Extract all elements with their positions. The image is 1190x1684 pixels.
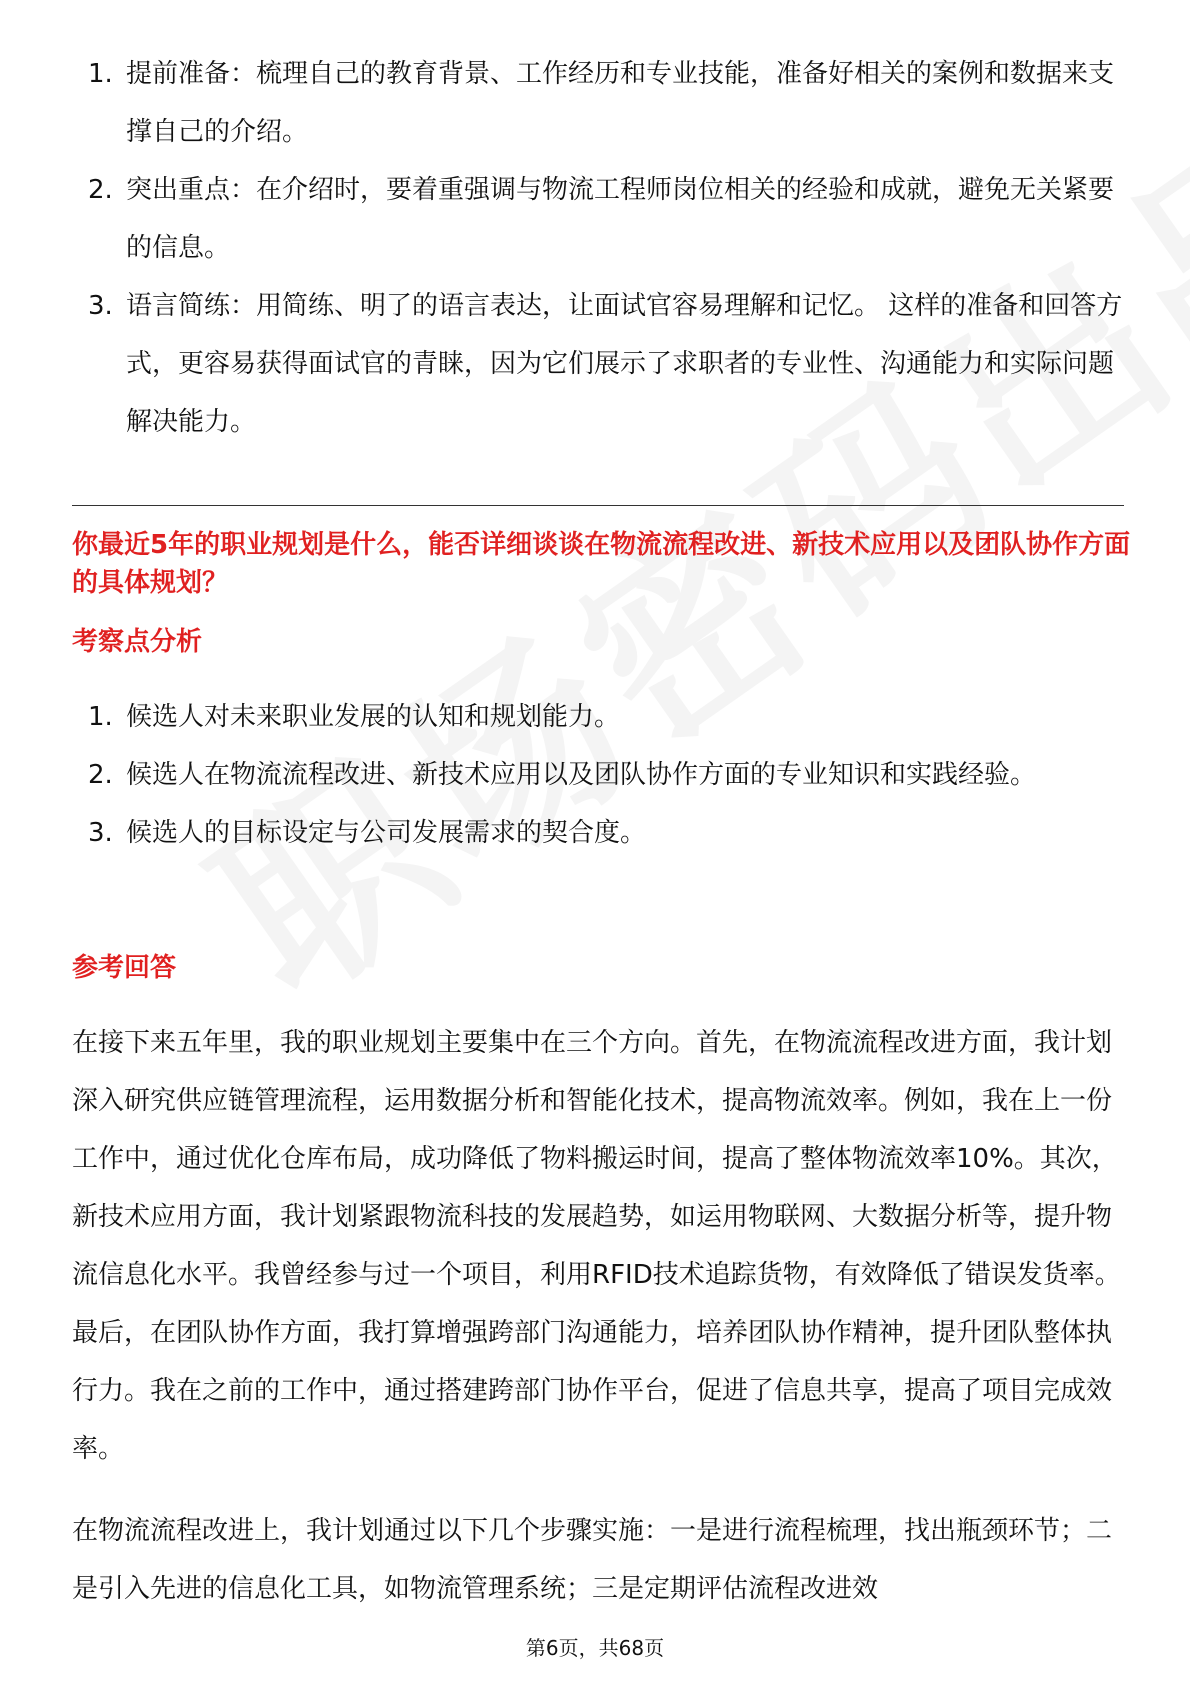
list-item-text: 提前准备：梳理自己的教育背景、工作经历和专业技能，准备好相关的案例和数据来支撑自己的介绍。 [126, 59, 1115, 147]
list-item [88, 277, 1138, 451]
analysis-title: 考察点分析 [72, 627, 203, 657]
answer-paragraph: 在接下来五年里，我的职业规划主要集中在三个方向。首先，在物流流程改进方面，我计划深入研究供应链管理流程，运用数据分析和智能化技术，提高物流效率。例如，我在上一份工作中，通过优化仓库布局，成功降低了物料搬运时间，提高了整体物流效率10%。其次，新技术应用方面，我计划紧跟物流科技的发展趋势，如运用物联网、大数据分析等，提升物流信息化水平。我曾经参与过一个项目，利用RFID技术追踪货物，有效降低了错误发货率。最后，在团队协作方面，我打算增强跨部门沟通能力，培养团队协作精神，提升团队整体执行力。我在之前的工作中，通过搭建跨部门协作平台，促进了信息共享，提高了项目完成效率。 [72, 1028, 1121, 1464]
list-item-number: 3. [88, 291, 113, 321]
list-item-number: 2. [88, 760, 113, 790]
answer-title: 参考回答 [72, 953, 177, 983]
list-item-number: 1. [88, 702, 113, 732]
list-item [88, 804, 1138, 862]
answer-paragraph: 在物流流程改进上，我计划通过以下几个步骤实施：一是进行流程梳理，找出瓶颈环节；二是引入先进的信息化工具，如物流管理系统；三是定期评估流程改进效 [72, 1516, 1113, 1604]
list-item [88, 688, 1138, 746]
list-item [88, 161, 1138, 277]
page-footer: 第6页，共68页 [525, 1636, 665, 1660]
list-item-number: 1. [88, 59, 113, 89]
list-item [88, 45, 1138, 161]
list-item [88, 746, 1138, 804]
list-item-text: 突出重点：在介绍时，要着重强调与物流工程师岗位相关的经验和成就，避免无关紧要的信息。 [126, 175, 1115, 263]
question-heading: 你最近5年的职业规划是什么，能否详细谈谈在物流流程改进、新技术应用以及团队协作方面的具体规划？ [72, 530, 1131, 598]
prep-tips-list [88, 45, 1138, 451]
section-divider [72, 505, 1124, 506]
list-item-number: 3. [88, 818, 113, 848]
list-item-text: 候选人对未来职业发展的认知和规划能力。 [126, 702, 621, 732]
list-item-text: 候选人的目标设定与公司发展需求的契合度。 [126, 818, 647, 848]
list-item-text: 候选人在物流流程改进、新技术应用以及团队协作方面的专业知识和实践经验。 [126, 760, 1037, 790]
analysis-list [88, 688, 1138, 862]
list-item-text: 语言简练：用简练、明了的语言表达，让面试官容易理解和记忆。 这样的准备和回答方式，更容易获得面试官的青睐，因为它们展示了求职者的专业性、沟通能力和实际问题解决能力。 [126, 291, 1123, 437]
list-item-number: 2. [88, 175, 113, 205]
